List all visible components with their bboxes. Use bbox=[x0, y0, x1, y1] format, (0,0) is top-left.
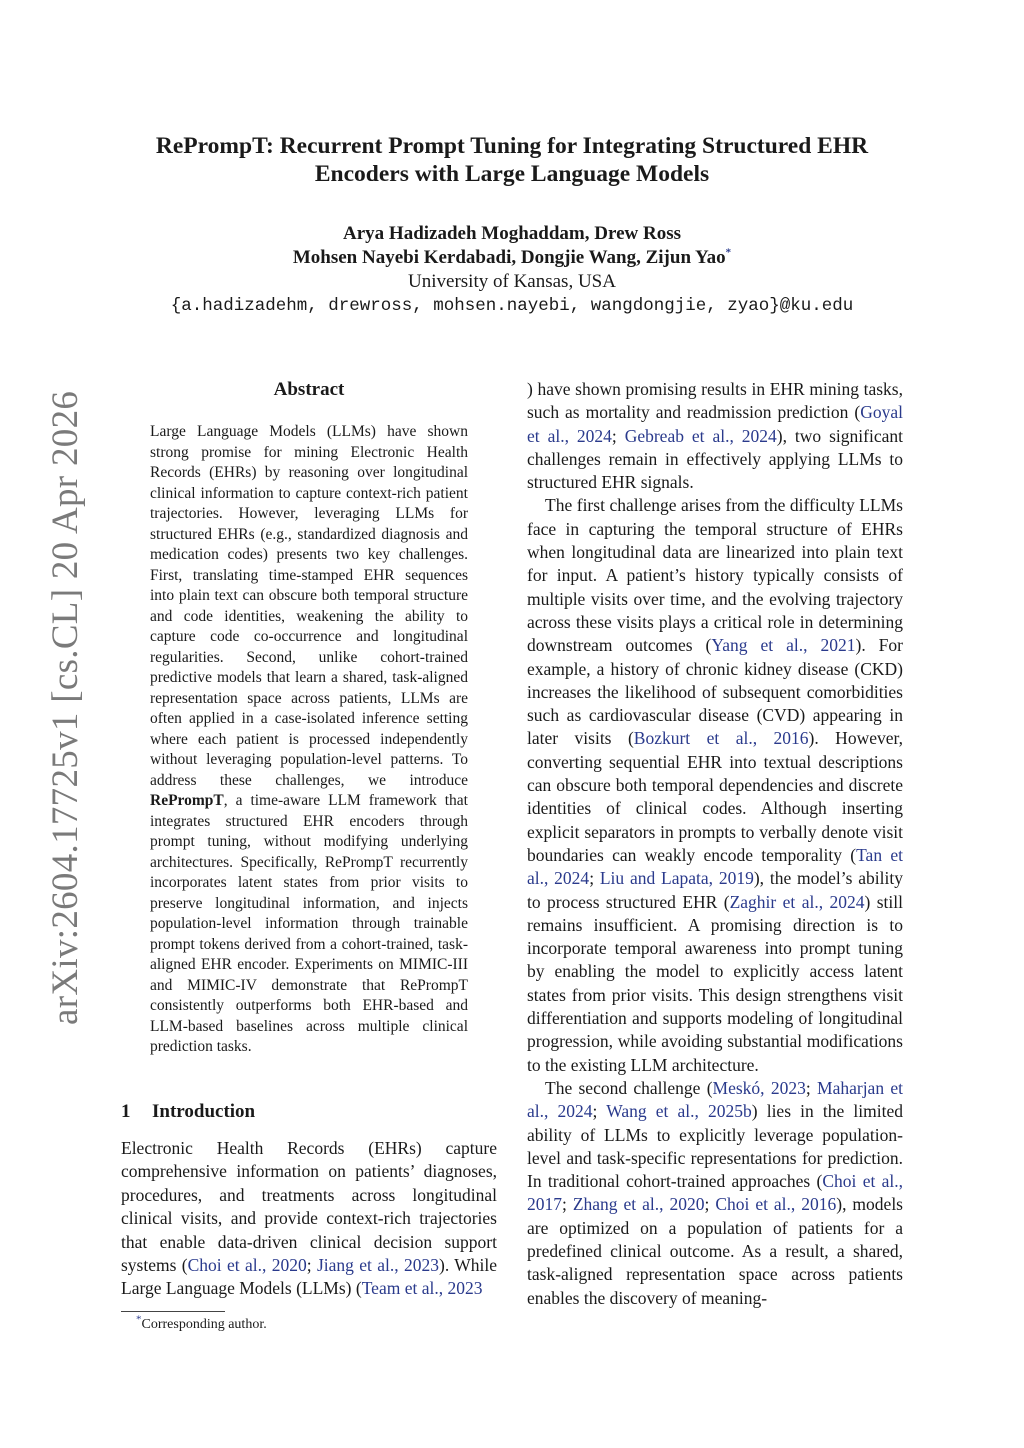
intro-text: ). For example, a history of chronic kidney disease (CKD) increases the likelihood of subsequent comorbidities such as cardiovascular disease (CVD) appearing in later visits ( bbox=[527, 635, 903, 749]
citation-link[interactable]: Gebreab et al., 2024 bbox=[624, 425, 777, 446]
citation-link[interactable]: Yang et al., 2021 bbox=[711, 635, 856, 656]
abstract-text-part-1: Large Language Models (LLMs) have shown strong promise for mining Electronic Health Records (EHRs) by reasoning over longitudinal clinical information to capture context-rich patient trajectories. However, leveraging LLMs for structured EHRs (e.g., standardized diagnosis and medication codes) presents two key challenges. First, translating time-stamped EHR sequences into plain text can obscure both temporal structure and code identities, weakening the ability to capture code co-occurrence and longitudinal regularities. Second, unlike cohort-trained predictive models that learn a shared, task-aligned representation space across patients, LLMs are often applied in a case-isolated inference setting where each patient is processed independently without leveraging population-level patterns. To address these challenges, we introduce bbox=[150, 423, 468, 789]
corresponding-author-mark[interactable]: * bbox=[725, 246, 732, 259]
intro-text: ), the model’s ability to process structured EHR ( bbox=[527, 868, 903, 912]
intro-paragraph-3 bbox=[527, 1077, 903, 1310]
citation-link[interactable]: Zhang et al., 2020 bbox=[572, 1194, 705, 1215]
intro-text: Electronic Health Records (EHRs) capture comprehensive information on patients’ diagnoses, procedures, and treatments across longitudinal clinical visits, and provide context-rich trajectories that enable data-driven clinical decision support systems ( bbox=[121, 1138, 497, 1276]
citation-link[interactable]: Wang et al., 2025b bbox=[606, 1101, 752, 1122]
intro-text: ). However, converting sequential EHR into textual descriptions can obscure both temporal dependencies and discrete identities of clinical codes. Although inserting explicit separators in prompts to verbally denote visit boundaries can weakly encode temporality ( bbox=[527, 728, 903, 865]
intro-paragraph-1-left bbox=[121, 1137, 497, 1301]
section-heading-introduction bbox=[121, 1100, 501, 1124]
citation-link[interactable]: Choi et al., 2016 bbox=[715, 1194, 837, 1215]
citation-link[interactable]: Bozkurt et al., 2016 bbox=[633, 728, 809, 749]
intro-paragraph-1-continued bbox=[527, 378, 903, 494]
abstract-method-name: RePrompT bbox=[150, 792, 224, 809]
title-line-1: RePrompT: Recurrent Prompt Tuning for Integrating Structured EHR bbox=[155, 133, 869, 159]
intro-text: ) have shown promising results in EHR mining tasks, such as mortality and readmission prediction ( bbox=[527, 379, 903, 423]
citation-link[interactable]: Team et al., 2023 bbox=[361, 1278, 483, 1299]
author-emails: {a.hadizadehm, drewross, mohsen.nayebi, wangdongjie, zyao}@ku.edu bbox=[170, 296, 854, 316]
footnote-rule bbox=[121, 1311, 225, 1312]
citation-link[interactable]: Choi et al., 2020 bbox=[187, 1255, 307, 1276]
section-number: 1 bbox=[121, 1101, 131, 1122]
footnote bbox=[136, 1315, 496, 1335]
citation-link[interactable]: Meskó, 2023 bbox=[712, 1077, 806, 1098]
citation-link[interactable]: Jiang et al., 2023 bbox=[316, 1255, 439, 1276]
intro-text: ) still remains insufficient. A promising direction is to incorporate temporal awareness into prompt tuning by enabling the model to explicitly access latent states from prior visits. This design strengthens visit differentiation and supports modeling of longitudinal progression, while avoiding substantial modifications to the existing LLM architecture. bbox=[527, 891, 904, 1075]
citation-separator: ; bbox=[589, 868, 600, 889]
arxiv-identifier: arXiv:2604.17725v1 [cs.CL] 20 Apr 2026 bbox=[45, 390, 86, 1025]
citation-separator: ; bbox=[592, 1101, 607, 1122]
citation-separator: ; bbox=[805, 1077, 818, 1098]
abstract-text-part-2: , a time-aware LLM framework that integrates structured EHR encoders through prompt tuning, without modifying underlying architectures. Specifically, RePrompT recurrently incorporates latent states from prior visits to preserve longitudinal information, and injects population-level information through trainable prompt tokens derived from a cohort-trained, task-aligned EHR encoder. Experiments on MIMIC-III and MIMIC-IV demonstrate that RePrompT consistently outperforms both EHR-based and LLM-based baselines across multiple clinical prediction tasks. bbox=[150, 792, 468, 1055]
abstract-heading: Abstract bbox=[273, 379, 345, 400]
intro-text: The second challenge ( bbox=[545, 1077, 713, 1098]
abstract-text bbox=[150, 422, 468, 1058]
authors-line-2 bbox=[100, 246, 924, 270]
intro-text: ), models are optimized on a population of patients for a predefined clinical outcome. As a result, a shared, task-aligned representation space across patients enables the discovery of meaning- bbox=[527, 1194, 903, 1308]
intro-text: The first challenge arises from the difficulty LLMs face in capturing the temporal structure of EHRs when longitudinal data are linearized into plain text for input. A patient’s history typically consists of multiple visits over time, and the evolving trajectory across these visits plays a critical role in determining downstream outcomes ( bbox=[527, 495, 903, 656]
intro-text: ). While Large Language Models (LLMs) ( bbox=[121, 1255, 498, 1299]
title-line-2: Encoders with Large Language Models bbox=[314, 161, 710, 187]
citation-link[interactable]: Zaghir et al., 2024 bbox=[729, 891, 865, 912]
authors-line-1: Arya Hadizadeh Moghaddam, Drew Ross bbox=[343, 223, 681, 244]
citation-link[interactable]: Goyal et al., 2024 bbox=[527, 402, 903, 446]
citation-separator: ; bbox=[611, 425, 625, 446]
citation-separator: ; bbox=[306, 1255, 317, 1276]
citation-link[interactable]: Maharjan et al., 2024 bbox=[527, 1077, 903, 1122]
author-block bbox=[100, 222, 924, 318]
citation-separator: ; bbox=[704, 1194, 716, 1215]
intro-text: ) lies in the limited ability of LLMs to explicitly leverage population-level and task-specific representations for prediction. In traditional cohort-trained approaches ( bbox=[527, 1101, 903, 1192]
intro-paragraph-2 bbox=[527, 494, 903, 1076]
paper-title bbox=[100, 132, 924, 188]
section-title: Introduction bbox=[152, 1101, 256, 1122]
authors-line-2-text: Mohsen Nayebi Kerdabadi, Dongjie Wang, Zijun Yao bbox=[292, 247, 726, 268]
intro-text: ), two significant challenges remain in effectively applying LLMs to structured EHR signals. bbox=[527, 425, 903, 493]
citation-separator: ; bbox=[562, 1194, 573, 1215]
affiliation: University of Kansas, USA bbox=[408, 271, 616, 292]
footnote-text: Corresponding author. bbox=[141, 1317, 267, 1332]
citation-link[interactable]: Tan et al., 2024 bbox=[527, 844, 903, 889]
citation-link[interactable]: Choi et al., 2017 bbox=[527, 1171, 904, 1215]
right-column bbox=[527, 378, 903, 1310]
footnote-mark: * bbox=[136, 1313, 142, 1326]
citation-link[interactable]: Liu and Lapata, 2019 bbox=[599, 868, 754, 889]
